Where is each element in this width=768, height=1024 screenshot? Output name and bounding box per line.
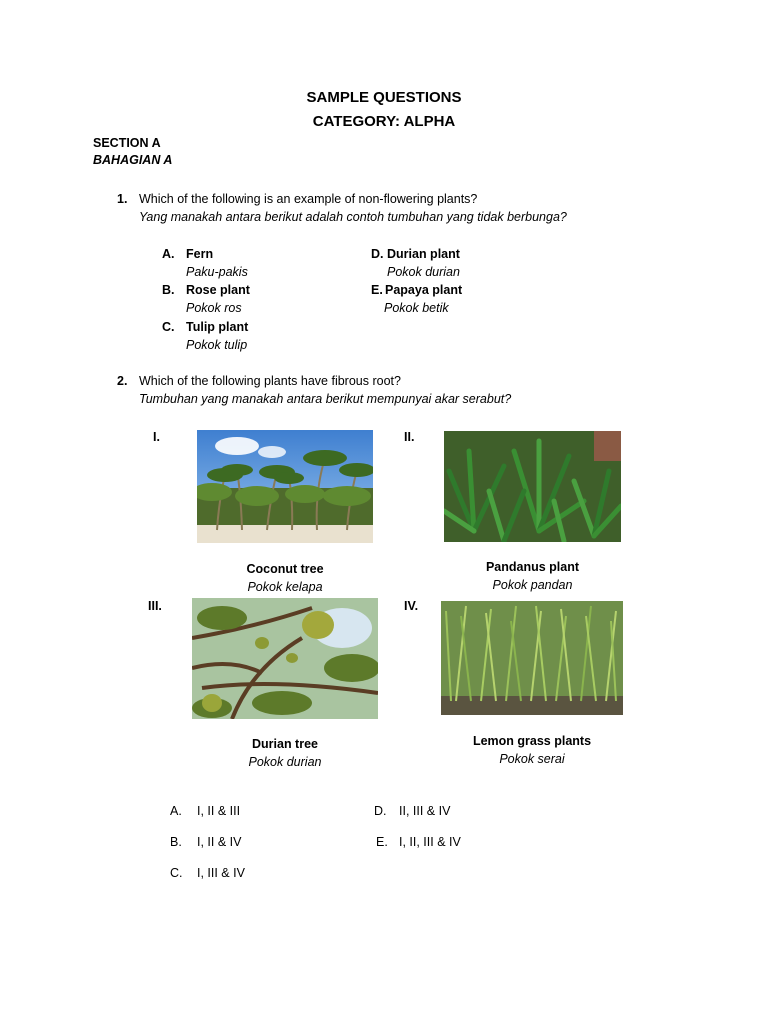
- q2-option-letter: C.: [170, 866, 183, 880]
- image-caption: Durian tree: [252, 737, 318, 751]
- q1-number: 1.: [117, 192, 128, 206]
- image-numeral: II.: [404, 430, 415, 444]
- q1-option-text: Rose plant: [186, 283, 250, 297]
- q1-option-text-ms: Paku-pakis: [186, 265, 248, 279]
- lemon-grass-photo: [441, 601, 623, 715]
- q2-option-letter: A.: [170, 804, 182, 818]
- q1-text-ms: Yang manakah antara berikut adalah contoh tumbuhan yang tidak berbunga?: [139, 210, 567, 224]
- q1-option-letter: B.: [162, 283, 175, 297]
- q2-option-text: I, II & IV: [197, 835, 242, 849]
- pandanus-plant-photo: [444, 431, 621, 542]
- image-caption: Lemon grass plants: [472, 734, 592, 748]
- q2-option-text: I, II & III: [197, 804, 241, 818]
- image-caption: Pandanus plant: [485, 560, 580, 574]
- q1-option-text-ms: Pokok durian: [387, 265, 460, 279]
- q1-option-text-ms: Pokok tulip: [186, 338, 248, 352]
- image-numeral: III.: [148, 599, 162, 613]
- section-label-ms: BAHAGIAN A: [93, 153, 173, 167]
- q2-option-text: I, III & IV: [197, 866, 245, 880]
- q2-option-text: II, III & IV: [399, 804, 451, 818]
- image-caption-ms: Pokok durian: [248, 755, 322, 769]
- q2-option-letter: E.: [376, 835, 388, 849]
- image-caption-ms: Pokok pandan: [492, 578, 573, 592]
- q2-option-letter: D.: [374, 804, 387, 818]
- coconut-tree-photo: [197, 430, 373, 543]
- q2-text-ms: Tumbuhan yang manakah antara berikut mempunyai akar serabut?: [139, 392, 512, 406]
- section-label: SECTION A: [93, 136, 161, 150]
- q1-option-letter: A.: [162, 247, 175, 261]
- image-numeral: I.: [153, 430, 160, 444]
- image-caption: Coconut tree: [246, 562, 324, 576]
- q1-option-letter: C.: [162, 320, 175, 334]
- q1-option-letter: E.: [371, 283, 383, 297]
- q1-option-text-ms: Pokok ros: [186, 301, 242, 315]
- q2-option-letter: B.: [170, 835, 182, 849]
- q1-option-text-ms: Pokok betik: [384, 301, 449, 315]
- image-numeral: IV.: [404, 599, 419, 613]
- q1-option-text: Durian plant: [387, 247, 460, 261]
- q1-option-letter: D.: [371, 247, 384, 261]
- q2-option-text: I, II, III & IV: [399, 835, 461, 849]
- image-caption-ms: Pokok serai: [499, 752, 565, 766]
- q2-number: 2.: [117, 374, 128, 388]
- q1-text: Which of the following is an example of non-flowering plants?: [139, 192, 478, 206]
- durian-tree-photo: [192, 598, 378, 719]
- category-title: CATEGORY: ALPHA: [312, 113, 456, 130]
- q2-text: Which of the following plants have fibrous root?: [139, 374, 401, 388]
- q1-option-text: Papaya plant: [385, 283, 463, 297]
- q1-option-text: Fern: [186, 247, 214, 261]
- document-title: SAMPLE QUESTIONS: [306, 89, 462, 106]
- image-caption-ms: Pokok kelapa: [247, 580, 323, 594]
- q1-option-text: Tulip plant: [186, 320, 249, 334]
